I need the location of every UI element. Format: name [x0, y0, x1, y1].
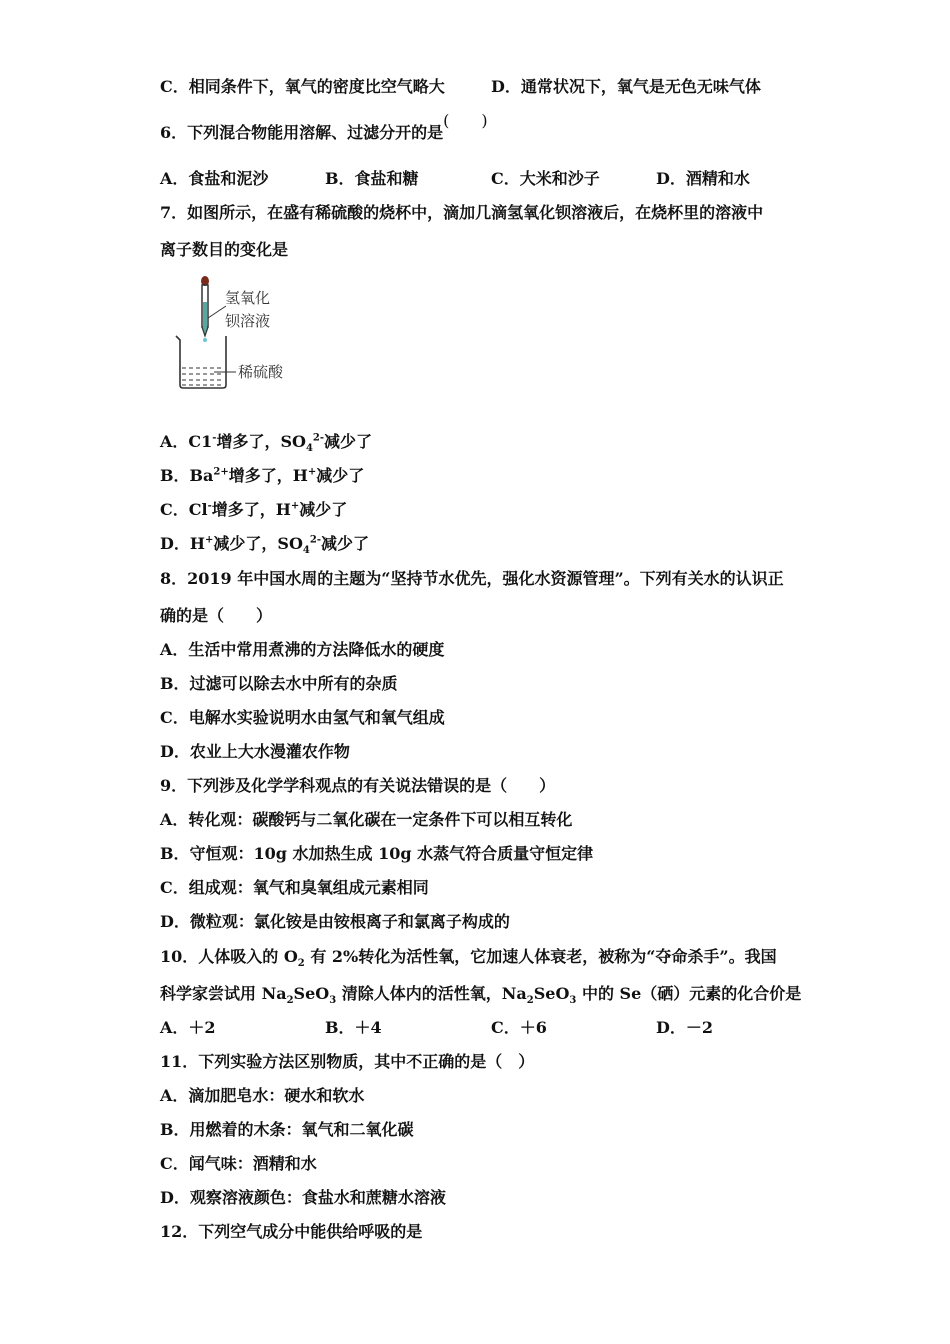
q7-option-c [160, 500, 347, 520]
q11-stem: 11．下列实验方法区别物质，其中不正确的是（ ） [160, 1052, 535, 1071]
q7c-text2: 增多了，H [211, 500, 291, 519]
dropper-beaker-diagram [168, 272, 308, 397]
q7a-sup1: - [212, 432, 217, 444]
q7d-sup1: + [205, 534, 214, 546]
q5-option-d: D．通常状况下，氧气是无色无味气体 [491, 77, 761, 96]
q6-stem [160, 111, 488, 143]
q8-option-d: D．农业上大水漫灌农作物 [160, 742, 350, 761]
q10-l2-sub4: 3 [569, 995, 577, 1007]
q10-l2-text2: SeO [293, 984, 330, 1003]
q10-l1-text2: 有 2%转化为活性氧，它加速人体衰老，被称为“夺命杀手”。我国 [304, 947, 777, 966]
q7d-sub: 4 [302, 545, 310, 557]
q8-option-b: B．过滤可以除去水中所有的杂质 [160, 674, 398, 693]
q7-stem-line2: 离子数目的变化是 [160, 240, 289, 259]
q10-l2-text4: SeO [533, 984, 570, 1003]
q7a-text2: 增多了，SO [216, 432, 306, 451]
q9-option-d: D．微粒观：氯化铵是由铵根离子和氯离子构成的 [160, 912, 510, 931]
q7b-sup2: + [307, 466, 317, 478]
q10-l2-text3: 清除人体内的活性氧，Na [336, 984, 527, 1003]
q6-stem-text: 6．下列混合物能用溶解、过滤分开的是 [160, 123, 444, 142]
q7c-text3: 减少了 [299, 500, 348, 519]
q10-stem-line1 [160, 947, 777, 970]
q9-option-c: C．组成观：氧气和臭氧组成元素相同 [160, 878, 429, 897]
q7a-sup2: 2- [312, 432, 325, 444]
q6-option-d: D．酒精和水 [656, 169, 750, 188]
q7b-text2: 增多了，H [228, 466, 308, 485]
q10-l1-sub: 2 [297, 958, 305, 970]
dropper-tip [202, 327, 208, 336]
q11-option-d: D．观察溶液颜色：食盐水和蔗糖水溶液 [160, 1188, 446, 1207]
q7-option-a [160, 432, 373, 455]
q6-answer-paren: ( ) [443, 111, 488, 130]
q7d-text3: 减少了 [320, 534, 369, 553]
q7-stem-line1: 7．如图所示，在盛有稀硫酸的烧杯中，滴加几滴氢氧化钡溶液后，在烧杯里的溶液中 [160, 203, 764, 222]
q8-option-a: A．生活中常用煮沸的方法降低水的硬度 [160, 640, 445, 659]
q7-option-d [160, 534, 369, 557]
q9-stem: 9．下列涉及化学学科观点的有关说法错误的是（ ） [160, 776, 556, 795]
q7d-text1: D．H [160, 534, 205, 553]
q8-option-c: C．电解水实验说明水由氢气和氧气组成 [160, 708, 445, 727]
q10-l1-text1: 10．人体吸入的 O [160, 947, 298, 966]
q10-option-c: C．＋6 [491, 1018, 547, 1037]
q6-option-c: C．大米和沙子 [491, 169, 600, 188]
q6-option-a: A．食盐和泥沙 [160, 169, 269, 188]
q10-option-a: A．＋2 [160, 1018, 216, 1037]
q8-stem-line2: 确的是（ ） [160, 606, 273, 625]
q10-l2-sub1: 2 [286, 995, 294, 1007]
q7c-sup2: + [290, 500, 300, 512]
q7a-sub: 4 [305, 443, 313, 455]
dropper-liquid [203, 302, 207, 327]
q7c-sup1: - [207, 500, 212, 512]
q7a-text3: 减少了 [324, 432, 373, 451]
q7b-text1: B．Ba [160, 466, 214, 485]
q9-option-a: A．转化观：碳酸钙与二氧化碳在一定条件下可以相互转化 [160, 810, 573, 829]
beaker-solution [182, 368, 224, 385]
q7b-text3: 减少了 [316, 466, 365, 485]
q10-l2-sub2: 3 [329, 995, 337, 1007]
q10-l2-text5: 中的 Se（硒）元素的化合价是 [576, 984, 802, 1003]
q7-figure [168, 272, 308, 397]
q9-option-b: B．守恒观：10g 水加热生成 10g 水蒸气符合质量守恒定律 [160, 844, 594, 863]
q5-option-c: C．相同条件下，氧气的密度比空气略大 [160, 77, 445, 96]
dropper-label-2: 钡溶液 [225, 312, 271, 330]
q10-l2-sub3: 2 [526, 995, 534, 1007]
q6-option-b: B．食盐和糖 [325, 169, 419, 188]
q12-stem: 12．下列空气成分中能供给呼吸的是 [160, 1222, 423, 1241]
drop [203, 338, 207, 342]
q10-stem-line2 [160, 984, 802, 1007]
q7d-text2: 减少了，SO [213, 534, 303, 553]
q11-option-c: C．闻气味：酒精和水 [160, 1154, 317, 1173]
q10-option-b: B．＋4 [325, 1018, 382, 1037]
q7b-sup1: 2+ [213, 466, 229, 478]
q7a-text1: A．C1 [160, 432, 213, 451]
q11-option-b: B．用燃着的木条：氧气和二氧化碳 [160, 1120, 414, 1139]
q10-l2-text1: 科学家尝试用 Na [160, 984, 287, 1003]
q8-stem-line1: 8．2019 年中国水周的主题为“坚持节水优先，强化水资源管理”。下列有关水的认识正 [160, 569, 784, 588]
q10-option-d: D．－2 [656, 1018, 714, 1037]
beaker-label: 稀硫酸 [238, 363, 284, 381]
q7c-text1: C．Cl [160, 500, 208, 519]
q11-option-a: A．滴加肥皂水：硬水和软水 [160, 1086, 365, 1105]
q7d-sup2: 2- [309, 534, 321, 546]
q7-option-b [160, 466, 364, 486]
dropper-label-1: 氢氧化 [225, 289, 271, 307]
dropper-leader [208, 306, 226, 318]
